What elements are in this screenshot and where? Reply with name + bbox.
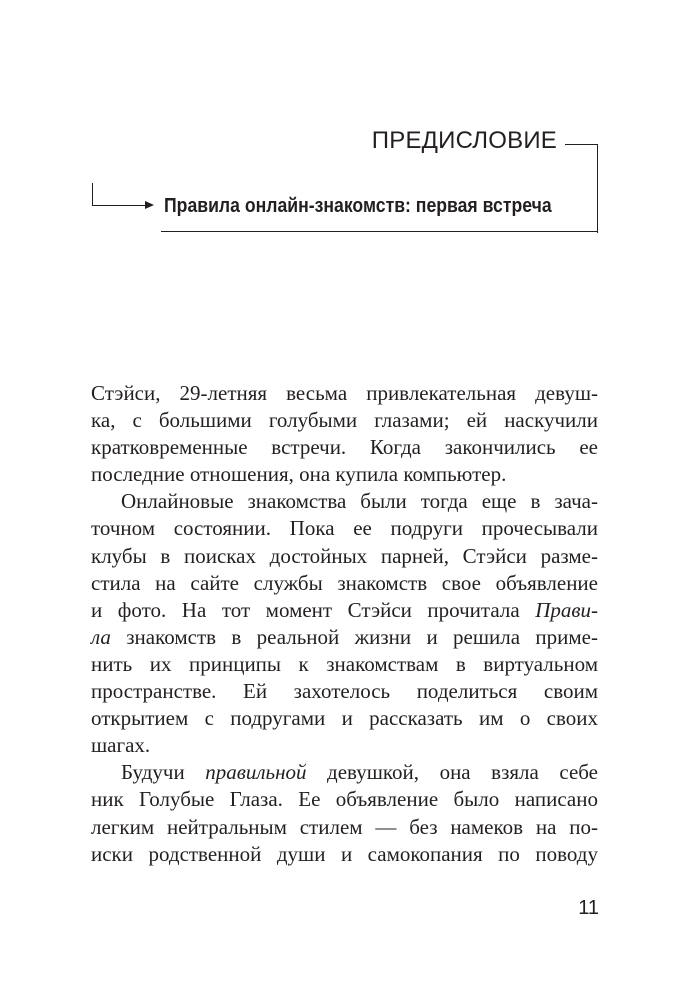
text-line: нить их принципы к знакомствам в виртуальном (91, 651, 598, 676)
paragraph-2 (91, 488, 598, 759)
text-line: клубы в поисках достойных парней, Стэйси разме- (91, 543, 598, 568)
italic-word: правильной (205, 760, 307, 785)
text-line: ник Голубые Глаза. Ее объявление было написано (91, 787, 598, 812)
text-line: Онлайновые знакомства были тогда еще в зача- (121, 489, 598, 514)
text-line: шагах. (91, 733, 151, 758)
paragraph-3 (91, 759, 598, 867)
text-line: точном состоянии. Пока ее подруги прочесывали (91, 516, 598, 541)
text-line: легким нейтральным стилем — без намеков на по- (91, 814, 598, 839)
text-fragment: девушкой, она взяла себе (306, 760, 599, 785)
text-fragment: знакомств в реальной жизни и решила приме- (110, 624, 598, 649)
header-underline (161, 231, 598, 232)
header-arrow-line (92, 205, 146, 206)
italic-word: ла (91, 624, 111, 649)
arrow-right-icon (145, 201, 154, 209)
text-line: кратковременные встречи. Когда закончились ее (91, 435, 598, 460)
text-line (91, 597, 598, 624)
section-title: ПРЕДИСЛОВИЕ (371, 127, 557, 154)
body-text (91, 380, 598, 868)
page-number: 11 (578, 897, 599, 919)
header-bracket-left (92, 183, 94, 205)
text-fragment: Будучи (121, 760, 206, 785)
italic-word: Прави- (535, 597, 598, 622)
text-fragment: и фото. На тот момент Стэйси прочитала (91, 597, 536, 622)
text-line: Стэйси, 29-летняя весьма привлекательная девуш- (91, 381, 598, 405)
text-line: открытием с подругами и рассказать им о своих (91, 706, 598, 731)
text-line (91, 624, 598, 651)
text-line: пространстве. Ей захотелось поделиться своим (91, 679, 598, 704)
header-bracket-right (565, 144, 598, 233)
text-line: стила на сайте службы знакомств свое объявление (91, 570, 598, 595)
text-line: иски родственной души и самокопания по поводу (91, 841, 598, 866)
text-line (91, 759, 598, 786)
text-line: последние отношения, она купила компьютер. (91, 462, 507, 487)
paragraph-1 (91, 380, 598, 488)
text-line: ка, с большими голубыми глазами; ей наскучили (91, 408, 598, 433)
chapter-title: Правила онлайн-знакомств: первая встреча (164, 194, 552, 217)
